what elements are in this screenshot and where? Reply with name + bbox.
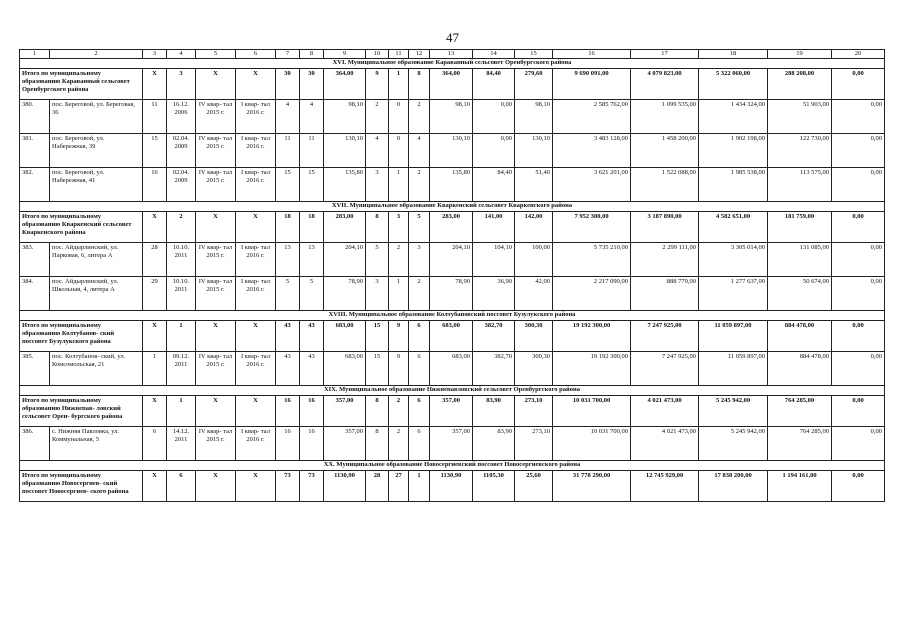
total-label: Итого по муниципальному образованию Караванный сельсовет Оренбургского района: [20, 69, 143, 100]
table-cell: I квар- тал 2016 г.: [236, 243, 276, 277]
table-cell: 382,70: [473, 352, 515, 386]
total-cell: 764 285,00: [768, 396, 832, 427]
total-cell: 9: [366, 69, 389, 100]
table-cell: пос. Колтубанов- ский, ул. Комсомольская, 21: [50, 352, 143, 386]
table-cell: 83,90: [473, 427, 515, 461]
total-cell: 1 194 161,00: [768, 471, 832, 502]
total-cell: X: [196, 69, 236, 100]
table-cell: 15: [366, 352, 389, 386]
table-cell: 19 192 300,00: [553, 352, 631, 386]
table-cell: 884 478,00: [768, 352, 832, 386]
total-cell: 18: [276, 212, 300, 243]
table-cell: 0: [389, 100, 409, 134]
column-number-cell: 8: [300, 50, 324, 59]
column-number-cell: 18: [699, 50, 768, 59]
table-cell: 11: [143, 100, 167, 134]
total-cell: 884 478,00: [768, 321, 832, 352]
section-total-row: [20, 471, 885, 502]
column-number-cell: 10: [366, 50, 389, 59]
table-cell: 204,10: [324, 243, 366, 277]
table-cell: 4: [366, 134, 389, 168]
table-cell: 3: [366, 277, 389, 311]
table-cell: 14.12. 2011: [167, 427, 196, 461]
table-cell: 2: [389, 243, 409, 277]
table-cell: 5 245 942,00: [699, 427, 768, 461]
table-cell: 380.: [20, 100, 50, 134]
table-cell: I квар- тал 2016 г.: [236, 352, 276, 386]
table-cell: 36,90: [473, 277, 515, 311]
total-cell: 288 208,00: [768, 69, 832, 100]
total-cell: 283,00: [430, 212, 473, 243]
total-cell: 73: [276, 471, 300, 502]
table-cell: 98,10: [515, 100, 553, 134]
table-cell: 15: [300, 168, 324, 202]
total-cell: 8: [366, 212, 389, 243]
table-cell: 8: [366, 427, 389, 461]
table-cell: 1: [143, 352, 167, 386]
section-title-row: [20, 202, 885, 212]
table-cell: IV квар- тал 2015 г.: [196, 427, 236, 461]
table-row: [20, 100, 885, 134]
table-cell: 135,80: [324, 168, 366, 202]
total-cell: 8: [366, 396, 389, 427]
table-cell: 0: [389, 134, 409, 168]
section-title: XX. Муниципальное образование Новосергиевский поссовет Новосергиевского района: [20, 461, 885, 471]
table-cell: 1 099 535,00: [631, 100, 699, 134]
housing-program-table: [19, 49, 885, 502]
total-cell: 4 079 823,00: [631, 69, 699, 100]
table-cell: 4: [276, 100, 300, 134]
total-cell: X: [143, 396, 167, 427]
table-cell: 384.: [20, 277, 50, 311]
section-title: XVI. Муниципальное образование Караванный сельсовет Оренбургского района: [20, 59, 885, 69]
table-cell: 2: [409, 277, 430, 311]
table-cell: 50 674,00: [768, 277, 832, 311]
total-cell: X: [196, 396, 236, 427]
table-cell: 98,10: [324, 100, 366, 134]
total-cell: 2: [389, 396, 409, 427]
total-cell: X: [236, 69, 276, 100]
table-cell: 6: [409, 427, 430, 461]
table-cell: 0,00: [473, 100, 515, 134]
table-cell: 357,00: [324, 427, 366, 461]
section-total-row: [20, 396, 885, 427]
total-cell: X: [236, 471, 276, 502]
table-cell: 5: [366, 243, 389, 277]
column-number-cell: 15: [515, 50, 553, 59]
total-cell: 3: [167, 69, 196, 100]
total-cell: X: [196, 321, 236, 352]
column-number-cell: 1: [20, 50, 50, 59]
table-cell: 1 522 088,00: [631, 168, 699, 202]
table-cell: 0,00: [473, 134, 515, 168]
table-cell: 51,40: [515, 168, 553, 202]
table-cell: 2: [366, 100, 389, 134]
column-number-cell: 2: [50, 50, 143, 59]
total-cell: 141,00: [473, 212, 515, 243]
table-cell: 204,10: [430, 243, 473, 277]
table-cell: 273,10: [515, 427, 553, 461]
table-cell: 43: [276, 352, 300, 386]
column-number-cell: 9: [324, 50, 366, 59]
table-cell: 300,30: [515, 352, 553, 386]
total-cell: 19 192 300,00: [553, 321, 631, 352]
table-cell: 16: [300, 427, 324, 461]
table-cell: 135,80: [430, 168, 473, 202]
table-row: [20, 277, 885, 311]
total-cell: 28: [366, 471, 389, 502]
table-cell: 0,00: [832, 277, 885, 311]
total-cell: 5: [409, 212, 430, 243]
total-cell: 273,10: [515, 396, 553, 427]
total-cell: 142,00: [515, 212, 553, 243]
table-row: [20, 427, 885, 461]
table-cell: 122 730,00: [768, 134, 832, 168]
total-cell: 1130,90: [430, 471, 473, 502]
total-label: Итого по муниципальному образованию Кваркенский сельсовет Кваркенского района: [20, 212, 143, 243]
table-cell: 16.12. 2006: [167, 100, 196, 134]
total-cell: 1: [167, 321, 196, 352]
total-cell: 0,00: [832, 396, 885, 427]
total-cell: X: [236, 321, 276, 352]
total-cell: 27: [389, 471, 409, 502]
table-cell: 51 903,00: [768, 100, 832, 134]
table-cell: 4: [300, 100, 324, 134]
table-cell: 7 247 925,00: [631, 352, 699, 386]
section-title-row: [20, 461, 885, 471]
table-cell: IV квар- тал 2015 г.: [196, 243, 236, 277]
table-cell: 78,90: [324, 277, 366, 311]
total-cell: 15: [366, 321, 389, 352]
total-cell: 31 778 290,00: [553, 471, 631, 502]
column-number-cell: 7: [276, 50, 300, 59]
table-cell: 113 575,00: [768, 168, 832, 202]
table-cell: I квар- тал 2016 г.: [236, 277, 276, 311]
total-cell: 1: [167, 396, 196, 427]
table-cell: пос. Айдырлинский, ул. Парковая, 6, литера А: [50, 243, 143, 277]
total-cell: 683,00: [324, 321, 366, 352]
table-cell: 1 434 324,00: [699, 100, 768, 134]
table-cell: 15: [143, 134, 167, 168]
total-cell: 10 031 700,00: [553, 396, 631, 427]
total-cell: 25,60: [515, 471, 553, 502]
total-cell: 12 745 929,00: [631, 471, 699, 502]
total-cell: 30: [300, 69, 324, 100]
table-cell: 683,00: [324, 352, 366, 386]
table-cell: 382.: [20, 168, 50, 202]
table-cell: 0,00: [832, 168, 885, 202]
table-cell: 15: [276, 168, 300, 202]
column-number-row: [20, 50, 885, 59]
total-cell: X: [236, 212, 276, 243]
table-cell: 9: [389, 352, 409, 386]
total-cell: 357,00: [430, 396, 473, 427]
table-cell: 42,00: [515, 277, 553, 311]
table-cell: 13: [300, 243, 324, 277]
total-cell: 43: [276, 321, 300, 352]
total-cell: 300,30: [515, 321, 553, 352]
total-cell: 0,00: [832, 212, 885, 243]
column-number-cell: 4: [167, 50, 196, 59]
table-cell: 10.10. 2011: [167, 243, 196, 277]
table-cell: 6: [143, 427, 167, 461]
total-cell: 30: [276, 69, 300, 100]
column-number-cell: 16: [553, 50, 631, 59]
table-cell: 11 059 897,00: [699, 352, 768, 386]
table-cell: 4 021 473,00: [631, 427, 699, 461]
column-number-cell: 13: [430, 50, 473, 59]
total-cell: 4 021 473,00: [631, 396, 699, 427]
table-cell: 5: [276, 277, 300, 311]
section-title-row: [20, 59, 885, 69]
section-title-row: [20, 386, 885, 396]
table-row: [20, 134, 885, 168]
table-cell: 1: [389, 168, 409, 202]
total-cell: 73: [300, 471, 324, 502]
table-cell: 6: [409, 352, 430, 386]
table-cell: 1: [389, 277, 409, 311]
total-cell: 283,00: [324, 212, 366, 243]
table-row: [20, 168, 885, 202]
table-cell: 0,00: [832, 243, 885, 277]
table-cell: 3 305 014,00: [699, 243, 768, 277]
column-number-cell: 3: [143, 50, 167, 59]
total-cell: 5 322 060,00: [699, 69, 768, 100]
total-cell: 1: [409, 471, 430, 502]
column-number-cell: 12: [409, 50, 430, 59]
table-cell: 0,00: [832, 427, 885, 461]
table-cell: 764 285,00: [768, 427, 832, 461]
total-cell: 16: [300, 396, 324, 427]
section-total-row: [20, 321, 885, 352]
total-label: Итого по муниципальному образованию Новосергиев- ский поссовет Новосергиев- ского района: [20, 471, 143, 502]
table-cell: IV квар- тал 2015 г.: [196, 168, 236, 202]
total-cell: 4 582 651,00: [699, 212, 768, 243]
section-total-row: [20, 69, 885, 100]
table-cell: IV квар- тал 2015 г.: [196, 352, 236, 386]
table-cell: пос. Береговой, ул. Береговая, 36: [50, 100, 143, 134]
table-cell: 1 902 198,00: [699, 134, 768, 168]
total-cell: 1105,30: [473, 471, 515, 502]
section-title: XIX. Муниципальное образование Нижнепавловский сельсовет Оренбургского района: [20, 386, 885, 396]
table-cell: 2 217 090,00: [553, 277, 631, 311]
total-cell: 9: [389, 321, 409, 352]
total-cell: 5 245 942,00: [699, 396, 768, 427]
table-cell: I квар- тал 2016 г.: [236, 134, 276, 168]
total-cell: 83,90: [473, 396, 515, 427]
column-number-cell: 14: [473, 50, 515, 59]
table-cell: 28: [143, 243, 167, 277]
total-cell: 364,00: [430, 69, 473, 100]
table-row: [20, 243, 885, 277]
table-cell: 130,10: [515, 134, 553, 168]
total-cell: 2: [167, 212, 196, 243]
total-cell: 11 059 897,00: [699, 321, 768, 352]
table-cell: 10 031 700,00: [553, 427, 631, 461]
total-cell: 7 247 925,00: [631, 321, 699, 352]
table-row: [20, 352, 885, 386]
total-label: Итого по муниципальному образованию Колтубанов- ский поссовет Бузулукского района: [20, 321, 143, 352]
total-cell: X: [236, 396, 276, 427]
total-cell: 6: [409, 321, 430, 352]
table-cell: пос. Береговой, ул. Набережная, 39: [50, 134, 143, 168]
total-cell: 0,00: [832, 321, 885, 352]
total-cell: 382,70: [473, 321, 515, 352]
total-cell: 357,00: [324, 396, 366, 427]
total-cell: X: [143, 471, 167, 502]
total-cell: 84,40: [473, 69, 515, 100]
table-cell: 357,00: [430, 427, 473, 461]
total-cell: 364,00: [324, 69, 366, 100]
table-cell: 4: [409, 134, 430, 168]
table-cell: 02.04. 2009: [167, 134, 196, 168]
table-cell: 10.10. 2011: [167, 277, 196, 311]
table-cell: 02.04. 2009: [167, 168, 196, 202]
total-label: Итого по муниципальному образованию Нижнепав- ловский сельсовет Орен- бургского района: [20, 396, 143, 427]
total-cell: 3: [389, 212, 409, 243]
total-cell: 279,60: [515, 69, 553, 100]
table-cell: 2: [389, 427, 409, 461]
table-cell: I квар- тал 2016 г.: [236, 427, 276, 461]
table-cell: 0,00: [832, 134, 885, 168]
column-number-cell: 5: [196, 50, 236, 59]
table-cell: 78,90: [430, 277, 473, 311]
table-cell: 2 299 111,00: [631, 243, 699, 277]
table-cell: 43: [300, 352, 324, 386]
table-cell: 5 735 210,00: [553, 243, 631, 277]
column-number-cell: 11: [389, 50, 409, 59]
total-cell: X: [143, 69, 167, 100]
section-title-row: [20, 311, 885, 321]
total-cell: 683,00: [430, 321, 473, 352]
table-cell: IV квар- тал 2015 г.: [196, 134, 236, 168]
table-cell: с. Нижняя Павловка, ул. Коммунальная, 5: [50, 427, 143, 461]
table-cell: 3: [409, 243, 430, 277]
table-cell: 683,00: [430, 352, 473, 386]
table-cell: 3: [366, 168, 389, 202]
table-cell: 104,10: [473, 243, 515, 277]
table-cell: 29: [143, 277, 167, 311]
table-cell: 0,00: [832, 100, 885, 134]
table-cell: I квар- тал 2016 г.: [236, 168, 276, 202]
table-cell: 13: [276, 243, 300, 277]
total-cell: X: [143, 321, 167, 352]
total-cell: 7 952 300,00: [553, 212, 631, 243]
table-cell: I квар- тал 2016 г.: [236, 100, 276, 134]
table-cell: 3 483 128,00: [553, 134, 631, 168]
table-cell: 11: [276, 134, 300, 168]
table-cell: 131 085,00: [768, 243, 832, 277]
section-total-row: [20, 212, 885, 243]
total-cell: X: [143, 212, 167, 243]
column-number-cell: 17: [631, 50, 699, 59]
column-number-cell: 6: [236, 50, 276, 59]
table-cell: 11: [300, 134, 324, 168]
section-title: XVIII. Муниципальное образование Колтубановский поссовет Бузулукского района: [20, 311, 885, 321]
total-cell: 181 759,00: [768, 212, 832, 243]
table-cell: 386.: [20, 427, 50, 461]
table-cell: 1 458 200,00: [631, 134, 699, 168]
table-cell: 130,10: [430, 134, 473, 168]
total-cell: 6: [167, 471, 196, 502]
table-cell: 98,10: [430, 100, 473, 134]
total-cell: X: [196, 471, 236, 502]
table-cell: 16: [276, 427, 300, 461]
page-number: 47: [446, 30, 459, 45]
table-cell: 383.: [20, 243, 50, 277]
table-cell: 1 277 637,00: [699, 277, 768, 311]
table-cell: 3 621 201,00: [553, 168, 631, 202]
total-cell: 8: [409, 69, 430, 100]
table-cell: IV квар- тал 2015 г.: [196, 277, 236, 311]
table-cell: 0,00: [832, 352, 885, 386]
table-cell: IV квар- тал 2015 г.: [196, 100, 236, 134]
total-cell: 0,00: [832, 69, 885, 100]
total-cell: 16: [276, 396, 300, 427]
column-number-cell: 19: [768, 50, 832, 59]
total-cell: 43: [300, 321, 324, 352]
total-cell: 3 187 890,00: [631, 212, 699, 243]
total-cell: 1130,90: [324, 471, 366, 502]
table-cell: 385.: [20, 352, 50, 386]
total-cell: 17 838 200,00: [699, 471, 768, 502]
section-title: XVII. Муниципальное образование Кваркенский сельсовет Кваркенского района: [20, 202, 885, 212]
table-cell: 5: [300, 277, 324, 311]
table-cell: 2 585 762,00: [553, 100, 631, 134]
table-cell: пос. Береговой, ул. Набережная, 41: [50, 168, 143, 202]
table-cell: 888 779,00: [631, 277, 699, 311]
table-cell: 1 985 538,00: [699, 168, 768, 202]
table-cell: пос. Айдырлинский, ул. Школьная, 4, литера А: [50, 277, 143, 311]
table-cell: 381.: [20, 134, 50, 168]
total-cell: 1: [389, 69, 409, 100]
column-number-cell: 20: [832, 50, 885, 59]
total-cell: 18: [300, 212, 324, 243]
table-cell: 09.12. 2011: [167, 352, 196, 386]
table-cell: 100,00: [515, 243, 553, 277]
total-cell: 9 690 091,00: [553, 69, 631, 100]
table-cell: 84,40: [473, 168, 515, 202]
table-cell: 16: [143, 168, 167, 202]
table-cell: 2: [409, 100, 430, 134]
table-cell: 130,10: [324, 134, 366, 168]
total-cell: X: [196, 212, 236, 243]
table-cell: 2: [409, 168, 430, 202]
total-cell: 6: [409, 396, 430, 427]
total-cell: 0,00: [832, 471, 885, 502]
